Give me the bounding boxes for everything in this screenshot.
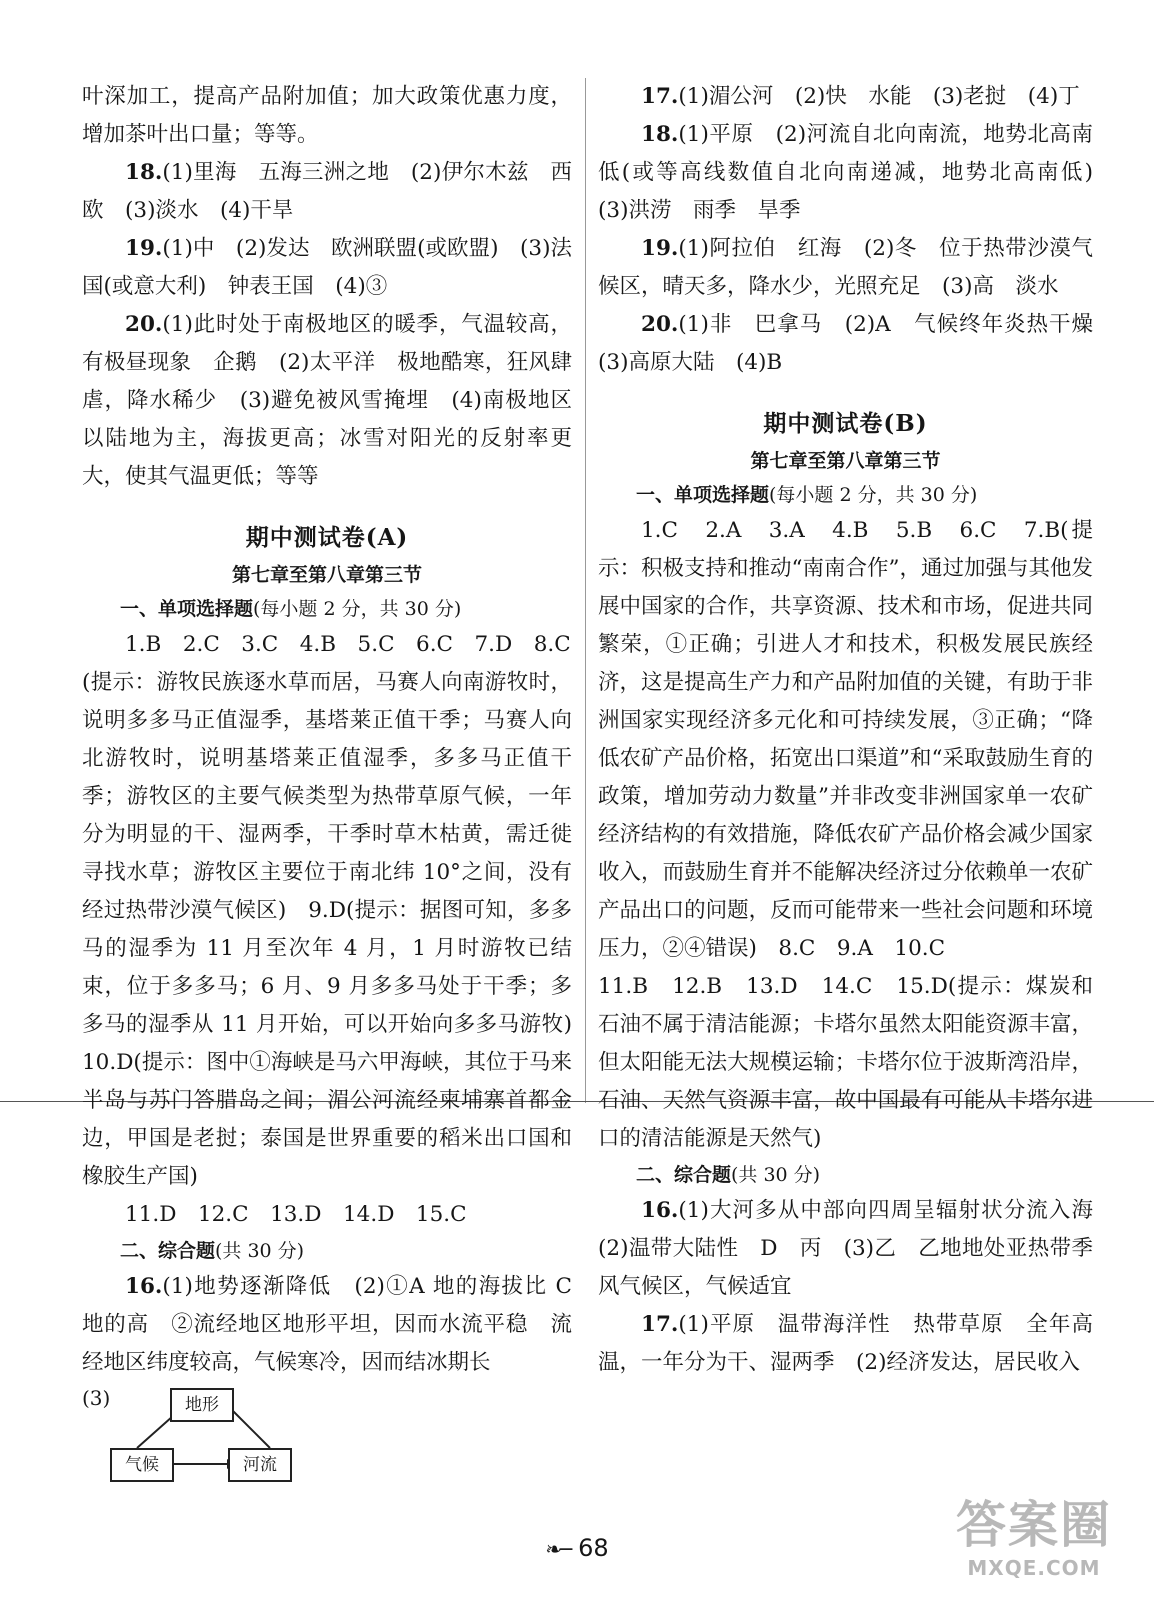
watermark-bottom: MXQE.COM	[967, 1556, 1101, 1580]
answer-18	[82, 154, 572, 230]
answers-a-row1: 1.B 2.C 3.C 4.B 5.C 6.C 7.D 8.C	[125, 632, 571, 657]
section-heading-note: (每小题 2 分，共 30 分)	[253, 598, 462, 620]
answer-text: (1)平原 温带海洋性 热带草原 全年高温，一年分为干、湿两季 (2)经济发达，居民收入	[598, 1312, 1093, 1375]
section-heading-choice-a	[82, 592, 572, 626]
leaf-ornament-icon: ❧─	[545, 1537, 571, 1561]
answer-text: (1)非 巴拿马 (2)A 气候终年炎热干燥 (3)高原大陆 (4)B	[598, 312, 1115, 375]
answer-16-a	[82, 1268, 572, 1382]
answer-text: (1)中 (2)发达 欧洲联盟(或欧盟) (3)法国(或意大利) 钟表王国 (4)③	[82, 236, 572, 299]
node-river: 河流	[228, 1448, 292, 1482]
answers-b-row1: 1.C 2.A 3.A 4.B 5.B 6.C 7.B(提示：积极支持和推动“南南合作”，通过加强与其他发展中国家的合作，共享资源、技术和市场，促进共同繁荣，①正确；引进人才和技术，积极发展民族经济，这是提高生产力和产品附加值的关键，有助于非洲国家实现经济多元化和可持续发展，③正确；“降低农矿产品价格，拓宽出口渠道”和“采取鼓励生育的政策，增加劳动力数量”并非改变非洲国家单一农矿经济结构的有效措施，降低农矿产品价格会减少国家收入，而鼓励生育并不能解决经济过分依赖单一农矿产品出口的问题，反而可能带来一些社会问题和环境压力，②④错误) 8.C 9.A 10.C	[598, 518, 1093, 961]
answer-17	[598, 78, 1093, 116]
node-terrain: 地形	[170, 1388, 234, 1422]
answer-number: 19.	[125, 236, 163, 261]
answers-b-row2: 11.B 12.B 13.D 14.C 15.D(提示：煤炭和石油不属于清洁能源；卡塔尔虽然太阳能资源丰富，但太阳能无法大规模运输；卡塔尔位于波斯湾沿岸，石油、天然气资源丰富，故中国最有可能从卡塔尔进口的清洁能源是天然气)	[598, 974, 1093, 1151]
node-climate: 气候	[110, 1448, 174, 1482]
relationship-diagram	[82, 1386, 572, 1496]
answer-text: (1)湄公河 (2)快 水能 (3)老挝 (4)丁	[678, 84, 1080, 109]
answer-18	[598, 116, 1115, 230]
answer-19	[82, 230, 572, 306]
test-subtitle-b: 第七章至第八章第三节	[750, 450, 941, 472]
answer-number: 20.	[641, 312, 679, 337]
test-title-b: 期中测试卷(B)	[763, 410, 928, 437]
section-heading-comprehensive-b	[598, 1158, 1093, 1192]
answer-number: 16.	[641, 1198, 679, 1223]
answer-continuation: 叶深加工，提高产品附加值；加大政策优惠力度，增加茶叶出口量；等等。	[82, 84, 572, 147]
answer-text: (1)阿拉伯 红海 (2)冬 位于热带沙漠气候区，晴天多，降水少，光照充足 (3)高 淡水	[598, 236, 1093, 299]
right-column	[598, 78, 1115, 1382]
section-heading-label: 二、综合题	[636, 1164, 732, 1186]
answer-text: (1)地势逐渐降低 (2)①A 地的海拔比 C 地的高 ②流经地区地形平坦，因而水流平稳 流经地区纬度较高，气候寒冷，因而结冰期长	[82, 1274, 572, 1375]
watermark-logo	[954, 1494, 1114, 1592]
answer-number: 20.	[125, 312, 163, 337]
answer-19	[598, 230, 1093, 306]
page-number: 68	[578, 1534, 609, 1562]
diagram-label: (3)	[82, 1386, 111, 1410]
column-divider	[585, 78, 586, 1103]
answer-text: (1)里海 五海三洲之地 (2)伊尔木兹 西欧 (3)淡水 (4)干旱	[82, 160, 572, 223]
answer-16-b	[598, 1192, 1115, 1306]
section-heading-note: (共 30 分)	[215, 1240, 305, 1262]
answer-text: (1)大河多从中部向四周呈辐射状分流入海 (2)温带大陆性 D 丙 (3)乙 乙地地处亚热带季风气候区，气候适宜	[598, 1198, 1115, 1299]
answer-number: 18.	[641, 122, 679, 147]
answer-number: 17.	[641, 84, 679, 109]
section-heading-note: (每小题 2 分，共 30 分)	[769, 484, 978, 506]
answer-number: 17.	[641, 1312, 679, 1337]
answer-17-b	[598, 1306, 1093, 1382]
section-heading-label: 二、综合题	[120, 1240, 216, 1262]
section-heading-comprehensive-a	[82, 1234, 572, 1268]
section-heading-note: (共 30 分)	[731, 1164, 821, 1186]
answers-a-hints: (提示：游牧民族逐水草而居，马赛人向南游牧时，说明多多马正值湿季，基塔莱正值干季；马赛人向北游牧时，说明基塔莱正值湿季，多多马正值干季；游牧区的主要气候类型为热带草原气候，一年分为明显的干、湿两季，干季时草木枯黄，需迁徙寻找水草；游牧区主要位于南北纬 10°之间，没有经过热带沙漠气候区) 9.D(提示：据图可知，多多马的湿季为 11 月至次年 4 月，1 月时游牧已结束，位于多多马；6 月、9 月多多马处于干季；多多马的湿季从 11 月开始，可以开始向多多马游牧) 10.D(提示：图中①海峡是马六甲海峡，其位于马来半岛与苏门答腊岛之间；湄公河流经柬埔寨首都金边，甲国是老挝；泰国是世界重要的稻米出口国和橡胶生产国)	[82, 670, 594, 1189]
watermark-top: 答案圈	[956, 1496, 1112, 1554]
answer-text: (1)此时处于南极地区的暖季，气温较高，有极昼现象 企鹅 (2)太平洋 极地酷寒，狂风肆虐，降水稀少 (3)避免被风雪掩埋 (4)南极地区以陆地为主，海拔更高；冰雪对阳光的反射率更大，使其气温更低；等等	[82, 312, 572, 489]
answer-20	[82, 306, 572, 496]
section-heading-label: 一、单项选择题	[636, 484, 770, 506]
test-subtitle-a: 第七章至第八章第三节	[231, 564, 422, 586]
answer-number: 18.	[125, 160, 163, 185]
answer-number: 16.	[125, 1274, 163, 1299]
answer-20	[598, 306, 1115, 382]
answer-text: (1)平原 (2)河流自北向南流，地势北高南低(或等高线数值自北向南递减，地势北高南低) (3)洪涝 雨季 旱季	[598, 122, 1115, 223]
answers-a-row2: 11.D 12.C 13.D 14.D 15.C	[125, 1202, 467, 1227]
test-title-a: 期中测试卷(A)	[245, 524, 409, 551]
section-heading-choice-b	[598, 478, 1093, 512]
section-heading-label: 一、单项选择题	[120, 598, 254, 620]
left-column	[82, 78, 594, 1496]
answer-number: 19.	[641, 236, 679, 261]
